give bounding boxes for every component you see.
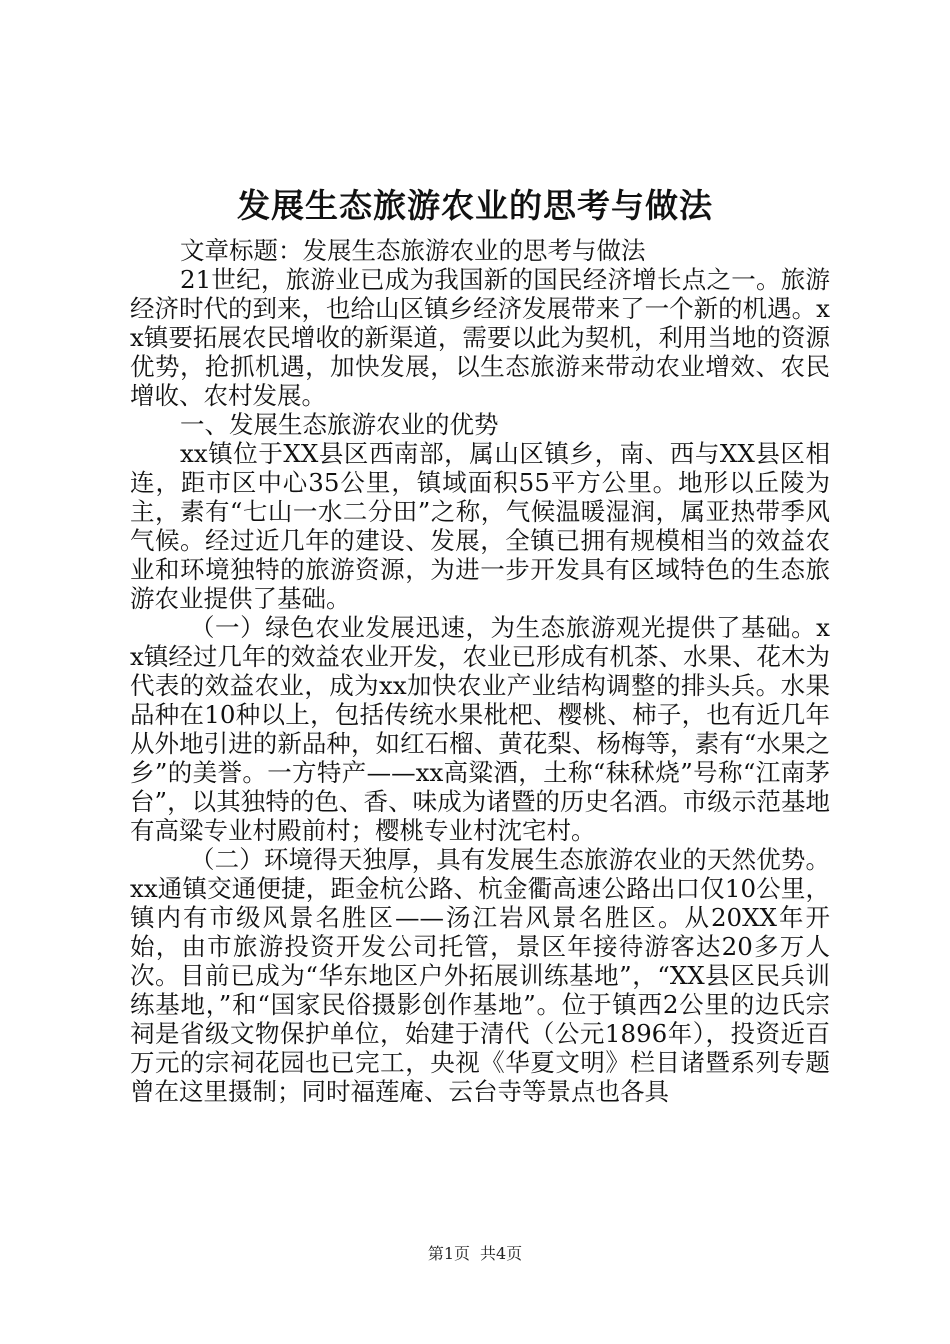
paragraph-green-agriculture: （一）绿色农业发展迅速，为生态旅游观光提供了基础。xx镇经过几年的效益农业开发，农业已形成有机茶、水果、花木为代表的效益农业，成为xx加快农业产业结构调整的排头兵。水果品种在10种以上，包括传统水果枇杷、樱桃、柿子，也有近几年从外地引进的新品种，如红石榴、黄花梨、杨梅等，素有“水果之乡”的美誉。一方特产——xx高粱酒，土称“秣秫烧”号称“江南茅台”，以其独特的色、香、味成为诸暨的历史名酒。市级示范基地有高粱专业村殿前村；樱桃专业村沈宅村。 bbox=[130, 613, 830, 845]
section-heading-advantages: 一、发展生态旅游农业的优势 bbox=[180, 410, 499, 439]
article-title-line: 文章标题：发展生态旅游农业的思考与做法 bbox=[180, 236, 646, 265]
page-total: 共4页 bbox=[480, 1244, 523, 1263]
page-number: 第1页 bbox=[427, 1244, 470, 1263]
paragraph-environment: （二）环境得天独厚，具有发展生态旅游农业的天然优势。xx通镇交通便捷，距金杭公路、杭金衢高速公路出口仅10公里，镇内有市级风景名胜区——汤江岩风景名胜区。从20XX年开始，由市旅游投资开发公司托管，景区年接待游客达20多万人次。目前已成为“华东地区户外拓展训练基地”，“XX县区民兵训练基地，”和“国家民俗摄影创作基地”。位于镇西2公里的边氏宗祠是省级文物保护单位，始建于清代（公元1896年），投资近百万元的宗祠花园也已完工，央视《华夏文明》栏目诸暨系列专题曾在这里摄制；同时福莲庵、云台寺等景点也各具 bbox=[130, 845, 830, 1106]
paragraph-intro: 21世纪，旅游业已成为我国新的国民经济增长点之一。旅游经济时代的到来，也给山区镇乡经济发展带来了一个新的机遇。xx镇要拓展农民增收的新渠道，需要以此为契机，利用当地的资源优势，抢抓机遇，加快发展，以生态旅游来带动农业增效、农民增收、农村发展。 bbox=[130, 265, 830, 410]
paragraph-location: xx镇位于XX县区西南部，属山区镇乡，南、西与XX县区相连，距市区中心35公里，镇域面积55平方公里。地形以丘陵为主，素有“七山一水二分田”之称，气候温暖湿润，属亚热带季风气候。经过近几年的建设、发展，全镇已拥有规模相当的效益农业和环境独特的旅游资源，为进一步开发具有区域特色的生态旅游农业提供了基础。 bbox=[130, 439, 830, 613]
document-title: 发展生态旅游农业的思考与做法 bbox=[237, 186, 713, 225]
page-footer bbox=[0, 1244, 950, 1264]
document-body bbox=[130, 236, 830, 1106]
